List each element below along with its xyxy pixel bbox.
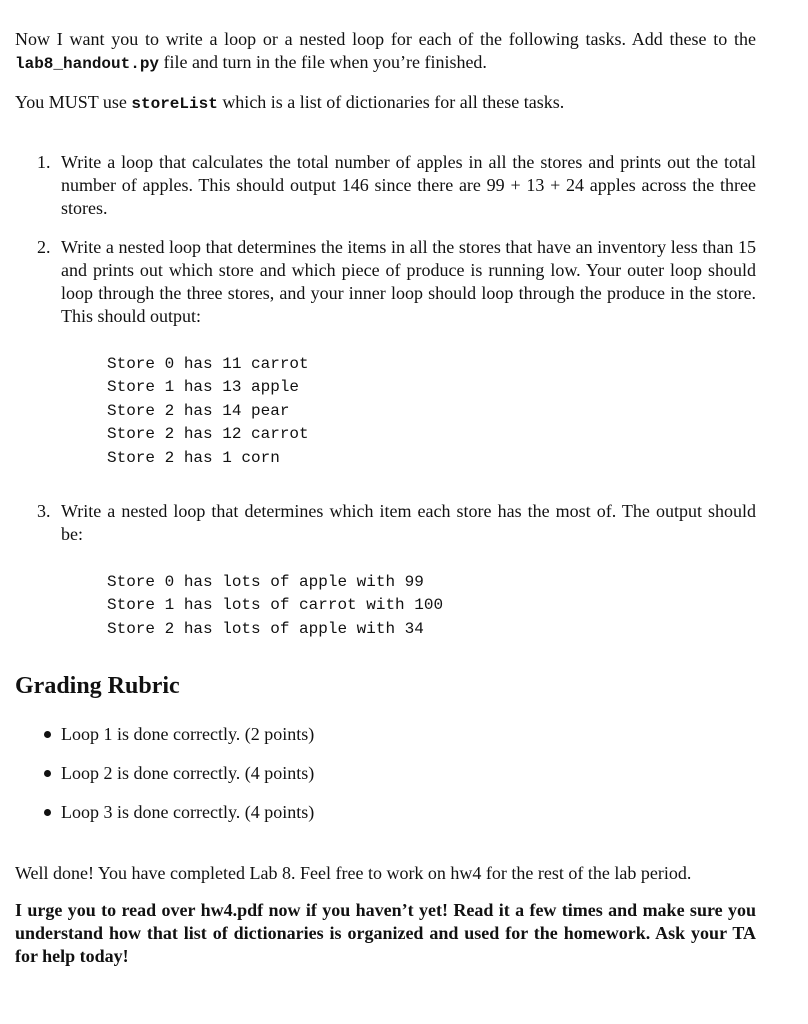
must-use-paragraph <box>15 91 756 116</box>
bullet-icon <box>44 770 51 777</box>
expected-output-2 <box>107 353 756 470</box>
bullet-icon <box>44 809 51 816</box>
storelist-code: storeList <box>131 95 218 113</box>
task-item-1 <box>15 151 756 220</box>
task-text: Write a nested loop that determines which item each store has the most of. The output should be: <box>61 501 756 545</box>
rubric-item <box>15 723 756 746</box>
output-line: Store 2 has 14 pear <box>107 401 290 420</box>
rubric-item <box>15 762 756 785</box>
urge-paragraph: I urge you to read over hw4.pdf now if you haven’t yet! Read it a few times and make sure you understand how that list of dictionaries is organized and used for the homework. Ask your TA for help today! <box>15 900 756 967</box>
expected-output-3 <box>107 571 756 641</box>
rubric-item <box>15 801 756 824</box>
task-text: Write a loop that calculates the total number of apples in all the stores and prints out the total number of apples. This should output 146 since there are 99 + 13 + 24 apples across the three stores. <box>61 152 756 218</box>
bullet-icon <box>44 731 51 738</box>
rubric-item-text: Loop 2 is done correctly. (4 points) <box>61 763 315 784</box>
rubric-item-text: Loop 1 is done correctly. (2 points) <box>61 724 315 745</box>
output-line: Store 2 has 1 corn <box>107 448 280 467</box>
must-text-end: which is a list of dictionaries for all these tasks. <box>217 92 565 112</box>
task-list <box>15 151 756 641</box>
output-line: Store 1 has 13 apple <box>107 378 300 397</box>
rubric-item-text: Loop 3 is done correctly. (4 points) <box>61 802 315 823</box>
filename-code: lab8_handout.py <box>15 55 160 73</box>
output-line: Store 2 has lots of apple with 34 <box>107 619 424 638</box>
intro-paragraph <box>15 28 756 76</box>
task-item-2 <box>15 236 756 470</box>
rubric-heading: Grading Rubric <box>15 673 180 700</box>
must-text-start: You MUST use <box>15 92 132 112</box>
task-number: 3. <box>37 501 51 522</box>
task-number: 1. <box>37 152 51 172</box>
task-item-3 <box>15 500 756 641</box>
task-text: Write a nested loop that determines the items in all the stores that have an inventory less than 15 and prints out which store and which piece of produce is running low. Your outer loop should loop through the three stores, and your inner loop should loop through the produce in the store. This should output: <box>61 237 756 326</box>
output-line: Store 1 has lots of carrot with 100 <box>107 596 444 615</box>
well-done-paragraph: Well done! You have completed Lab 8. Feel free to work on hw4 for the rest of the lab period. <box>15 863 692 884</box>
output-line: Store 2 has 12 carrot <box>107 425 309 444</box>
output-line: Store 0 has lots of apple with 99 <box>107 573 424 592</box>
intro-text-start: Now I want you to write a loop or a nested loop for each of the following tasks. Add these to the <box>15 29 756 49</box>
intro-text-end: file and turn in the file when you’re finished. <box>159 52 487 72</box>
output-line: Store 0 has 11 carrot <box>107 355 309 373</box>
task-number: 2. <box>37 237 51 257</box>
rubric-list <box>15 723 756 824</box>
